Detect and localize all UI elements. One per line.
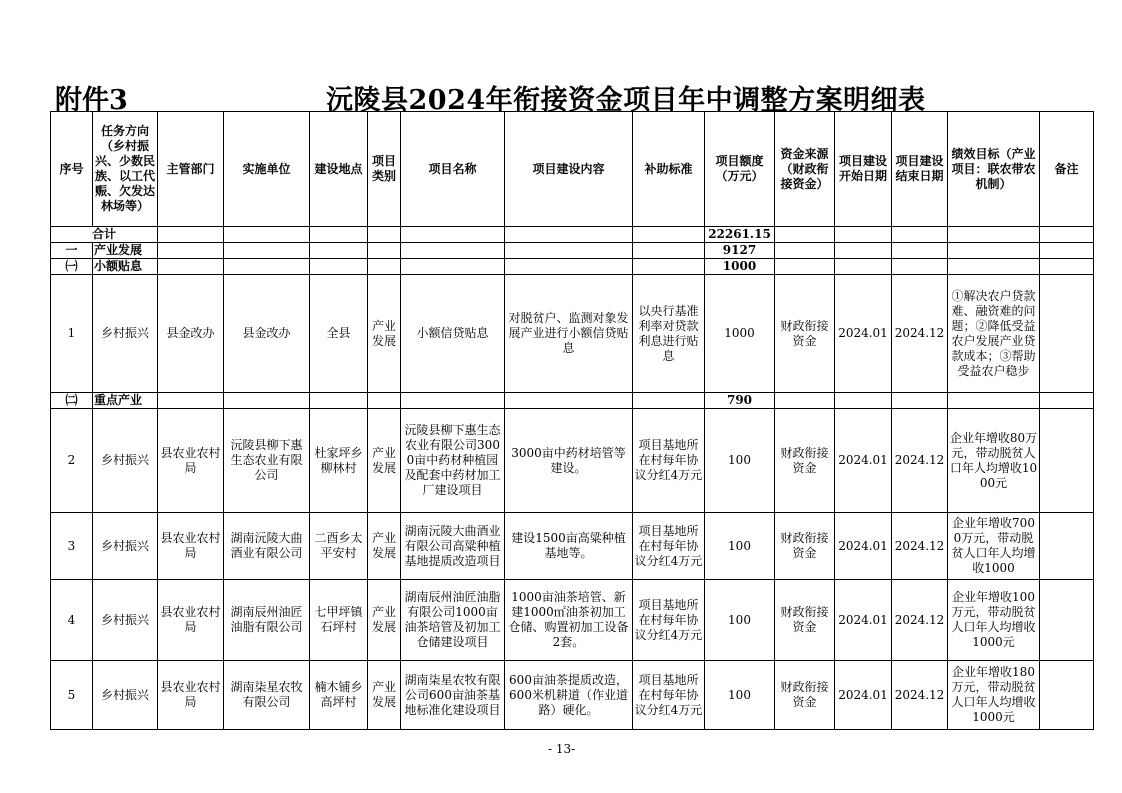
cell-content: 600亩油茶提质改造，600米机耕道（作业道路）硬化。 <box>505 661 633 730</box>
subsection-amount: 1000 <box>705 259 775 275</box>
cell-name: 湖南柒星农牧有限公司600亩油茶基地标准化建设项目 <box>404 672 501 717</box>
cell-name: 沅陵县柳下惠生态农业有限公司3000亩中药材种植园及配套中药材加工厂建设项目 <box>404 423 501 497</box>
cell-note <box>1040 513 1094 580</box>
cell-start: 2024.01 <box>835 513 892 580</box>
attachment-label: 附件3 <box>55 85 128 116</box>
cell-start: 2024.01 <box>835 275 892 393</box>
table-header-row <box>51 112 1094 227</box>
cell-name: 湖南沅陵大曲酒业有限公司高粱种植基地提质改造项目 <box>404 523 501 568</box>
cell-direction: 乡村振兴 <box>93 580 158 661</box>
cell-source: 财政衔接资金 <box>775 409 835 513</box>
cell-no: 5 <box>51 661 93 730</box>
cell-category: 产业发展 <box>368 409 401 513</box>
cell-source: 财政衔接资金 <box>775 661 835 730</box>
col-header-name: 项目名称 <box>401 112 505 227</box>
cell-category: 产业发展 <box>368 275 401 393</box>
cell-unit: 湖南沅陵大曲酒业有限公司 <box>224 513 310 580</box>
page-number: - 13- <box>548 742 576 756</box>
cell-direction: 乡村振兴 <box>93 409 158 513</box>
section-amount: 9127 <box>705 243 775 259</box>
cell-no: 1 <box>51 275 93 393</box>
cell-location: 二酉乡太平安村 <box>310 513 368 580</box>
cell-direction: 乡村振兴 <box>93 275 158 393</box>
col-header-content: 项目建设内容 <box>505 112 633 227</box>
cell-goal: 企业年增收7000万元，带动脱贫人口年人均增收1000 <box>951 516 1036 575</box>
cell-amount: 100 <box>705 661 775 730</box>
cell-unit: 湖南柒星农牧有限公司 <box>224 661 310 730</box>
section-label: 产业发展 <box>93 243 158 259</box>
cell-note <box>1040 580 1094 661</box>
cell-location: 楠木铺乡高坪村 <box>310 661 368 730</box>
cell-note <box>1040 275 1094 393</box>
cell-location: 七甲坪镇石坪村 <box>310 580 368 661</box>
cell-content: 3000亩中药材培管等建设。 <box>505 409 633 513</box>
cell-standard: 项目基地所在村每年协议分红4万元 <box>633 409 705 513</box>
col-header-no: 序号 <box>51 112 93 227</box>
subsection-label: 小额贴息 <box>93 259 158 275</box>
cell-goal: ①解决农户贷款难、融资难的问题；②降低受益农户发展产业贷款成本；③帮助受益农户稳步 <box>951 288 1036 378</box>
table-row <box>51 275 1094 393</box>
cell-no: 3 <box>51 513 93 580</box>
col-header-note: 备注 <box>1040 112 1094 227</box>
cell-source: 财政衔接资金 <box>775 580 835 661</box>
cell-dept: 县农业农村局 <box>158 513 224 580</box>
col-header-category: 项目类别 <box>368 112 401 227</box>
cell-source: 财政衔接资金 <box>775 275 835 393</box>
cell-goal: 企业年增收100万元，带动脱贫人口年人均增收1000元 <box>948 580 1040 661</box>
col-header-start: 项目建设开始日期 <box>835 112 892 227</box>
cell-standard: 以央行基准利率对贷款利息进行贴息 <box>633 275 705 393</box>
page-title: 沅陵县2024年衔接资金项目年中调整方案明细表 <box>326 85 926 116</box>
cell-name: 小额信贷贴息 <box>401 275 505 393</box>
table-row <box>51 580 1094 661</box>
cell-unit: 湖南辰州油匠油脂有限公司 <box>224 580 310 661</box>
cell-dept: 县农业农村局 <box>158 661 224 730</box>
subsection-row <box>51 259 1094 275</box>
cell-category: 产业发展 <box>368 661 401 730</box>
cell-dept: 县农业农村局 <box>158 580 224 661</box>
cell-standard: 项目基地所在村每年协议分红4万元 <box>634 672 703 717</box>
cell-amount: 1000 <box>705 275 775 393</box>
total-row <box>51 227 1094 243</box>
cell-dept: 县金改办 <box>158 275 224 393</box>
cell-start: 2024.01 <box>835 661 892 730</box>
cell-location: 全县 <box>310 275 368 393</box>
cell-end: 2024.12 <box>892 580 948 661</box>
col-header-source: 资金来源（财政衔接资金） <box>775 112 835 227</box>
total-amount: 22261.15 <box>705 227 775 243</box>
cell-source: 财政衔接资金 <box>775 513 835 580</box>
cell-goal: 企业年增收80万元，带动脱贫人口年人均增收1000元 <box>948 409 1040 513</box>
cell-category: 产业发展 <box>368 580 401 661</box>
subsection-amount: 790 <box>705 393 775 409</box>
cell-start: 2024.01 <box>835 580 892 661</box>
col-header-dept: 主管部门 <box>158 112 224 227</box>
cell-goal: 企业年增收180万元，带动脱贫人口年人均增收1000元 <box>951 665 1036 724</box>
cell-unit: 沅陵县柳下惠生态农业有限公司 <box>224 409 310 513</box>
cell-content: 对脱贫户、监测对象发展产业进行小额信贷贴息 <box>505 275 633 393</box>
cell-location: 杜家坪乡柳林村 <box>310 409 368 513</box>
cell-standard: 项目基地所在村每年协议分红4万元 <box>633 580 705 661</box>
cell-direction: 乡村振兴 <box>93 513 158 580</box>
table-row <box>51 661 1094 730</box>
cell-no: 2 <box>51 409 93 513</box>
subsection-row <box>51 393 1094 409</box>
cell-direction: 乡村振兴 <box>93 661 158 730</box>
col-header-end: 项目建设结束日期 <box>892 112 948 227</box>
col-header-unit: 实施单位 <box>224 112 310 227</box>
cell-end: 2024.12 <box>892 275 948 393</box>
col-header-direction: 任务方向（乡村振兴、少数民族、以工代赈、欠发达林场等） <box>93 112 158 227</box>
col-header-location: 建设地点 <box>310 112 368 227</box>
subsection-number: ㈠ <box>51 259 93 275</box>
cell-content: 1000亩油茶培管、新建1000㎡油茶初加工仓储、购置初加工设备2套。 <box>505 580 633 661</box>
project-table <box>50 111 1094 730</box>
cell-note <box>1040 409 1094 513</box>
cell-content: 建设1500亩高粱种植基地等。 <box>505 513 633 580</box>
section-number: 一 <box>51 243 93 259</box>
col-header-amount: 项目额度（万元） <box>705 112 775 227</box>
cell-end: 2024.12 <box>892 409 948 513</box>
cell-amount: 100 <box>705 513 775 580</box>
subsection-number: ㈡ <box>51 393 93 409</box>
cell-end: 2024.12 <box>892 661 948 730</box>
cell-unit: 县金改办 <box>224 275 310 393</box>
cell-note <box>1040 661 1094 730</box>
table-row <box>51 409 1094 513</box>
section-row <box>51 243 1094 259</box>
cell-no: 4 <box>51 580 93 661</box>
cell-standard: 项目基地所在村每年协议分红4万元 <box>634 523 703 568</box>
cell-amount: 100 <box>705 580 775 661</box>
cell-amount: 100 <box>705 409 775 513</box>
cell-end: 2024.12 <box>892 513 948 580</box>
total-label: 合计 <box>51 227 158 243</box>
subsection-label: 重点产业 <box>93 393 158 409</box>
table-row <box>51 513 1094 580</box>
col-header-standard: 补助标准 <box>633 112 705 227</box>
cell-name: 湖南辰州油匠油脂有限公司1000亩油茶培管及初加工仓储建设项目 <box>404 590 501 649</box>
cell-dept: 县农业农村局 <box>158 409 224 513</box>
cell-category: 产业发展 <box>368 513 401 580</box>
cell-start: 2024.01 <box>835 409 892 513</box>
col-header-goal: 绩效目标（产业项目：联农带农机制） <box>948 112 1040 227</box>
